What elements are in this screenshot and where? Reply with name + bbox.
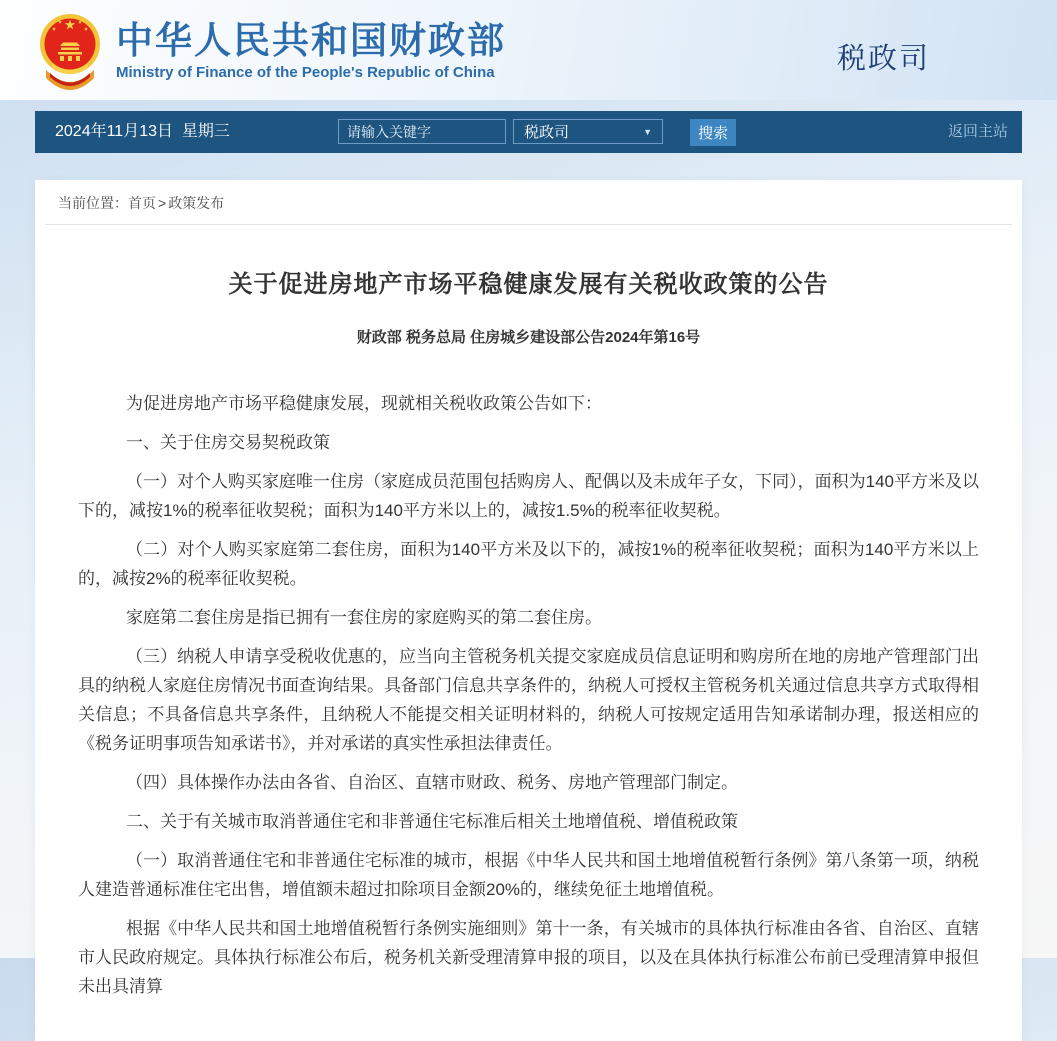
- chevron-down-icon: ▼: [643, 126, 652, 137]
- article-paragraph: 一、关于住房交易契税政策: [126, 433, 330, 452]
- category-select[interactable]: [513, 119, 663, 144]
- breadcrumb-separator: >: [158, 195, 167, 211]
- date-text: 2024年11月13日 星期三: [55, 123, 230, 140]
- content-panel: [35, 180, 1022, 1041]
- return-home-link[interactable]: 返回主站: [947, 123, 1008, 140]
- breadcrumb-section-link[interactable]: 政策发布: [168, 195, 225, 211]
- article-paragraph: （一）对个人购买家庭唯一住房（家庭成员范围包括购房人、配偶以及未成年子女，下同），面积为140平方米及以下的，减按1%的税率征收契税；面积为140平方米以上的，减按1.5%的税率征收契税。: [78, 472, 979, 520]
- breadcrumb-home-link[interactable]: 首页: [128, 195, 156, 211]
- navbar: [35, 111, 1022, 153]
- category-selected-value: 税政司: [524, 124, 570, 141]
- article-title: 关于促进房地产市场平稳健康发展有关税收政策的公告: [228, 271, 829, 298]
- search-input[interactable]: [338, 119, 506, 144]
- breadcrumb-label: 当前位置：: [58, 195, 128, 211]
- site-header: [0, 0, 1057, 100]
- article-paragraph: 二、关于有关城市取消普通住宅和非普通住宅标准后相关土地增值税、增值税政策: [126, 812, 738, 831]
- brand[interactable]: [38, 4, 506, 96]
- article-paragraph: （一）取消普通住宅和非普通住宅标准的城市，根据《中华人民共和国土地增值税暂行条例》第八条第一项，纳税人建造普通标准住宅出售，增值额未超过扣除项目金额20%的，继续免征土地增值税。: [78, 851, 979, 899]
- breadcrumb: [45, 180, 1012, 225]
- national-emblem-icon: [38, 10, 102, 96]
- article-paragraph: 家庭第二套住房是指已拥有一套住房的家庭购买的第二套住房。: [126, 608, 602, 627]
- article: [35, 269, 1022, 1041]
- article-paragraph: （四）具体操作办法由各省、自治区、直辖市财政、税务、房地产管理部门制定。: [126, 773, 738, 792]
- site-title-cn: 中华人民共和国财政部: [116, 19, 506, 61]
- article-subtitle: 财政部 税务总局 住房城乡建设部公告2024年第16号: [356, 329, 701, 346]
- article-paragraph: 根据《中华人民共和国土地增值税暂行条例实施细则》第十一条，有关城市的具体执行标准由各省、自治区、直辖市人民政府规定。具体执行标准公布后，税务机关新受理清算申报的项目，以及在具体执行标准公布前已受理清算申报但未出具清算: [78, 919, 979, 996]
- search-button[interactable]: 搜索: [690, 119, 736, 146]
- article-paragraph: （三）纳税人申请享受税收优惠的，应当向主管税务机关提交家庭成员信息证明和购房所在地的房地产管理部门出具的纳税人家庭住房情况书面查询结果。具备部门信息共享条件的，纳税人可授权主管税务机关通过信息共享方式取得相关信息；不具备信息共享条件，且纳税人不能提交相关证明材料的，纳税人可按规定适用告知承诺制办理，报送相应的《税务证明事项告知承诺书》，并对承诺的真实性承担法律责任。: [78, 647, 979, 753]
- department-title: 税政司: [836, 43, 930, 75]
- brand-text: [116, 20, 506, 81]
- article-paragraph: 为促进房地产市场平稳健康发展，现就相关税收政策公告如下：: [126, 394, 602, 413]
- site-title-en: Ministry of Finance of the People's Republic of China: [116, 63, 495, 81]
- article-body: [78, 389, 979, 1001]
- article-paragraph: （二）对个人购买家庭第二套住房，面积为140平方米及以下的，减按1%的税率征收契税；面积为140平方米以上的，减按2%的税率征收契税。: [78, 540, 979, 588]
